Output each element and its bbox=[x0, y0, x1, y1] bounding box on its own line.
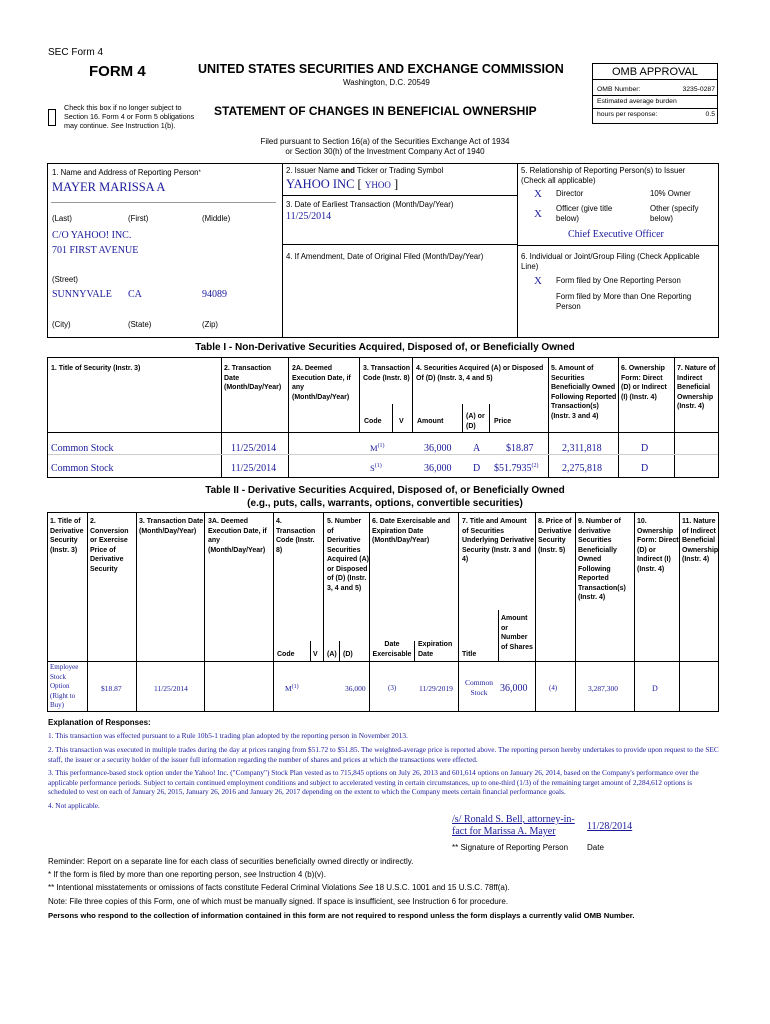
table2-row-code: $M^{(1)}$ bbox=[285, 684, 299, 693]
table1-header-amount: 5. Amount of Securities Beneficially Owned Following Reported Transaction(s) (Instr. 3 and 4) bbox=[551, 365, 617, 420]
reporting-person-label: 1. Name and Address of Reporting Person* bbox=[52, 168, 201, 177]
form-title: FORM 4 bbox=[89, 63, 146, 80]
table2-sub-code: Code bbox=[277, 651, 295, 658]
omb-approval-box bbox=[592, 63, 718, 124]
table1-row-date: 11/25/2014 bbox=[231, 443, 277, 454]
note-copies: Note: File three copies of this Form, one of which must be manually signed. If space is insufficient, see Instruction 6 for procedure. bbox=[48, 897, 509, 906]
city-label: (City) bbox=[52, 320, 71, 329]
signature-label: ** Signature of Reporting Person bbox=[452, 843, 569, 852]
omb-number-row bbox=[597, 86, 715, 93]
table1-row-owned: 2,275,818 bbox=[562, 463, 602, 474]
table1-header-code: 3. Transaction Code (Instr. 8) bbox=[363, 365, 411, 382]
other-label: Other (specify below) bbox=[650, 204, 699, 223]
no-longer-subject-checkbox[interactable] bbox=[48, 109, 56, 126]
date-label: Date bbox=[587, 843, 604, 852]
table2-header-nature: 11. Nature of Indirect Beneficial Ownership (Instr. 4) bbox=[682, 518, 719, 563]
table2-sub-exercisable: Date Exercisable bbox=[372, 641, 412, 658]
filed-pursuant-line: or Section 30(h) of the Investment Company Act of 1940 bbox=[285, 147, 485, 156]
middle-label: (Middle) bbox=[202, 214, 231, 223]
table1-row-aord: A bbox=[473, 443, 481, 454]
omb-hours-label: hours per response: bbox=[597, 111, 658, 118]
table1-header-date: 2. Transaction Date (Month/Day/Year) bbox=[224, 365, 282, 391]
table1-sub-code: Code bbox=[364, 418, 382, 425]
filing-one-label: Form filed by One Reporting Person bbox=[556, 276, 681, 285]
table1-row-title: Common Stock bbox=[51, 463, 114, 474]
table2-sub-v: V bbox=[313, 651, 318, 658]
table1-row-owned: 2,311,818 bbox=[562, 443, 602, 454]
table2-row-title: Employee Stock Option (Right to Buy) bbox=[50, 663, 79, 709]
table1-row-form: D bbox=[641, 463, 649, 474]
table1-row-amount: 36,000 bbox=[424, 463, 452, 474]
signature: /s/ Ronald S. Bell, attorney-in- fact for Marissa A. Mayer bbox=[452, 814, 575, 837]
omb-number-label: OMB Number: bbox=[597, 86, 641, 93]
note-misstatements: ** Intentional misstatements or omissions of facts constitute Federal Criminal Violations See 18 U.S.C. 1001 and 15 U.S.C. 78ff(a). bbox=[48, 883, 510, 892]
table2-row-price-derivative: (4) bbox=[549, 684, 558, 692]
table2-header-title: 1. Title of Derivative Security (Instr. 3) bbox=[50, 518, 84, 554]
filing-label: 6. Individual or Joint/Group Filing (Check Applicable Line) bbox=[521, 252, 700, 271]
issuer-ticker: YHOO bbox=[364, 180, 391, 190]
table2-row-number: 36,000 bbox=[345, 684, 366, 693]
table1-header-ownership: 6. Ownership Form: Direct (D) or Indirect (I) (Instr. 4) bbox=[621, 365, 667, 401]
table1-title: Table I - Non-Derivative Securities Acquired, Disposed of, or Beneficially Owned bbox=[195, 342, 575, 353]
table2-header-exercisable: 6. Date Exercisable and Expiration Date (Month/Day/Year) bbox=[372, 518, 451, 544]
table2-row-form: D bbox=[652, 684, 658, 693]
table1-sub-v: V bbox=[399, 418, 404, 425]
table2-row-date: 11/25/2014 bbox=[154, 684, 188, 693]
checkbox-label: Check this box if no longer subject to Section 16. Form 4 or Form 5 obligations may continue. See Instruction 1(b). bbox=[64, 103, 195, 130]
relationship-label: 5. Relationship of Reporting Person(s) to Issuer bbox=[521, 166, 686, 175]
state-value: CA bbox=[128, 289, 142, 300]
omb-hours-row bbox=[597, 111, 715, 118]
table1-sub-price: Price bbox=[494, 418, 512, 425]
table1 bbox=[47, 357, 719, 478]
table2-header-underlying: 7. Title and Amount of Securities Underlying Derivative Security (Instr. 3 and 4) bbox=[462, 518, 534, 563]
footnote-1: 1. This transaction was effected pursuant to a Rule 10b5-1 trading plan adopted by the reporting person in November 2013. bbox=[48, 731, 408, 740]
reporting-person-section bbox=[47, 163, 719, 338]
reminder-text: Reminder: Report on a separate line for each class of securities beneficially owned directly or indirectly. bbox=[48, 857, 414, 866]
check-all-label: (Check all applicable) bbox=[521, 176, 596, 185]
table1-header-title: 1. Title of Security (Instr. 3) bbox=[51, 365, 141, 372]
address-line-2: 701 FIRST AVENUE bbox=[52, 245, 139, 256]
explanation-title: Explanation of Responses: bbox=[48, 718, 151, 727]
table2-row-exercisable: (3) bbox=[388, 684, 397, 692]
table1-row-price: $18.87 bbox=[506, 443, 534, 454]
note-omb: Persons who respond to the collection of information contained in this form are not required to respond unless the form displays a currently valid OMB Number. bbox=[48, 911, 635, 920]
table2-title: Table II - Derivative Securities Acquired, Disposed of, or Beneficially Owned bbox=[205, 485, 565, 496]
table2-row-underlying-title: Common Stock bbox=[465, 678, 493, 697]
omb-hours-value: 0.5 bbox=[705, 111, 715, 118]
table2-row-price: $18.87 bbox=[101, 684, 122, 693]
table2-sub-title: Title bbox=[462, 651, 477, 658]
table2-header-conversion: 2. Conversion or Exercise Price of Derivative Security bbox=[90, 518, 129, 573]
table2-sub-a: (A) bbox=[327, 651, 337, 658]
zip-value: 94089 bbox=[202, 289, 227, 300]
sec-form-label: SEC Form 4 bbox=[48, 47, 104, 58]
table2-header-code: 4. Transaction Code (Instr. 8) bbox=[276, 518, 316, 554]
omb-number-value: 3235-0287 bbox=[682, 86, 715, 93]
reporting-person-name: MAYER MARISSA A bbox=[52, 180, 166, 194]
agency-city: Washington, D.C. 20549 bbox=[343, 78, 430, 87]
issuer-name: YAHOO INC [ YHOO ] bbox=[286, 177, 399, 191]
table1-row-price: $51.7935$^{(2)}$ bbox=[494, 463, 539, 474]
table1-row-code: $S^{(1)}$ bbox=[370, 463, 382, 473]
table1-header-nature: 7. Nature of Indirect Beneficial Ownership (Instr. 4) bbox=[677, 365, 716, 410]
officer-title: Chief Executive Officer bbox=[568, 229, 664, 240]
earliest-transaction-label: 3. Date of Earliest Transaction (Month/Day/Year) bbox=[286, 200, 454, 209]
table2-header-number: 5. Number of Derivative Securities Acquired (A) or Disposed of (D) (Instr. 3, 4 and 5) bbox=[327, 518, 369, 592]
table1-header-securities: 4. Securities Acquired (A) or Disposed Of (D) (Instr. 3, 4 and 5) bbox=[416, 365, 544, 382]
table1-row-aord: D bbox=[473, 463, 481, 474]
agency-title: UNITED STATES SECURITIES AND EXCHANGE COMMISSION bbox=[198, 62, 564, 76]
table2-row-expiration: 11/29/2019 bbox=[419, 684, 453, 693]
statement-title: STATEMENT OF CHANGES IN BENEFICIAL OWNERSHIP bbox=[214, 104, 537, 118]
earliest-transaction-date: 11/25/2014 bbox=[286, 211, 332, 222]
table1-row-date: 11/25/2014 bbox=[231, 463, 277, 474]
filing-one-check[interactable]: X bbox=[534, 275, 542, 287]
director-check[interactable]: X bbox=[534, 188, 542, 200]
table2-header-price: 8. Price of Derivative Security (Instr. 5) bbox=[538, 518, 572, 554]
table1-sub-aord: (A) or (D) bbox=[466, 413, 485, 430]
zip-label: (Zip) bbox=[202, 320, 219, 329]
table1-header-deemed: 2A. Deemed Execution Date, if any (Month/Day/Year) bbox=[292, 365, 351, 401]
ten-percent-owner-label: 10% Owner bbox=[650, 189, 691, 198]
director-label: Director bbox=[556, 189, 584, 198]
table2-header-date: 3. Transaction Date (Month/Day/Year) bbox=[139, 518, 204, 535]
table2 bbox=[47, 512, 719, 712]
state-label: (State) bbox=[128, 320, 152, 329]
table2-sub-d: (D) bbox=[343, 651, 353, 658]
city-value: SUNNYVALE bbox=[52, 289, 112, 300]
note-multiple-persons: * If the form is filed by more than one reporting person, see Instruction 4 (b)(v). bbox=[48, 870, 326, 879]
table2-row-underlying-amount: 36,000 bbox=[500, 683, 528, 694]
officer-label: Officer (give title below) bbox=[556, 204, 613, 223]
table2-subtitle: (e.g., puts, calls, warrants, options, convertible securities) bbox=[247, 498, 523, 509]
officer-check[interactable]: X bbox=[534, 208, 542, 220]
amendment-label: 4. If Amendment, Date of Original Filed (Month/Day/Year) bbox=[286, 252, 484, 261]
table1-row-title: Common Stock bbox=[51, 443, 114, 454]
table1-row-code: $M^{(1)}$ bbox=[370, 443, 385, 453]
filing-more-label: Form filed by More than One Reporting Person bbox=[556, 292, 692, 311]
street-label: (Street) bbox=[52, 275, 78, 284]
table2-header-ownership: 10. Ownership Form: Direct (D) or Indirect (I) (Instr. 4) bbox=[637, 518, 679, 573]
signature-date: 11/28/2014 bbox=[587, 821, 633, 832]
omb-title: OMB APPROVAL bbox=[593, 64, 717, 80]
address-line-1: C/O YAHOO! INC. bbox=[52, 230, 132, 241]
table1-row-amount: 36,000 bbox=[424, 443, 452, 454]
footnote-4: 4. Not applicable. bbox=[48, 801, 100, 810]
table2-header-owned: 9. Number of derivative Securities Beneficially Owned Following Reported Transaction(s) (Instr. 4) bbox=[578, 518, 626, 601]
table1-sub-amount: Amount bbox=[417, 418, 444, 425]
omb-burden-label: Estimated average burden bbox=[597, 98, 677, 105]
footnote-3: 3. This performance-based stock option under the Yahoo! Inc. ("Company") Stock Plan vested as to 715,845 options on July 26, 2013 and 601,614 options on January 26, 2014, based on the Company's performance over the applicable performance periods. Subject to certain continued employment conditions and subject to accelerated vesting in certain circumstances, up to one-third (1/3) of the remaining target amount of 2,284,612 options is scheduled to vest on each of January 26, 2015, January 26, 2016 and January 26, 2017 depending on the extent to which the Company meets certain financial performance goals. bbox=[48, 768, 699, 796]
table1-row-form: D bbox=[641, 443, 649, 454]
filed-pursuant-line: Filed pursuant to Section 16(a) of the Securities Exchange Act of 1934 bbox=[260, 137, 510, 146]
footnote-2: 2. This transaction was executed in multiple trades during the day at prices ranging from $51.72 to $51.85. The weighted-average price is reported above. The reporting person hereby undertakes to provide upon request to the SEC staff, the issuer or a security holder of the issuer full information regarding the number of shares and prices at which the transactions were effected. bbox=[48, 745, 719, 764]
table2-header-deemed: 3A. Deemed Execution Date, if any (Month/Day/Year) bbox=[208, 518, 267, 554]
table2-sub-amount: Amount or Number of Shares bbox=[501, 615, 533, 651]
table2-sub-expiration: Expiration Date bbox=[418, 641, 453, 658]
issuer-label: 2. Issuer Name and Ticker or Trading Symbol bbox=[286, 166, 444, 175]
first-label: (First) bbox=[128, 214, 149, 223]
last-label: (Last) bbox=[52, 214, 72, 223]
table2-row-owned: 3,287,300 bbox=[588, 684, 618, 693]
